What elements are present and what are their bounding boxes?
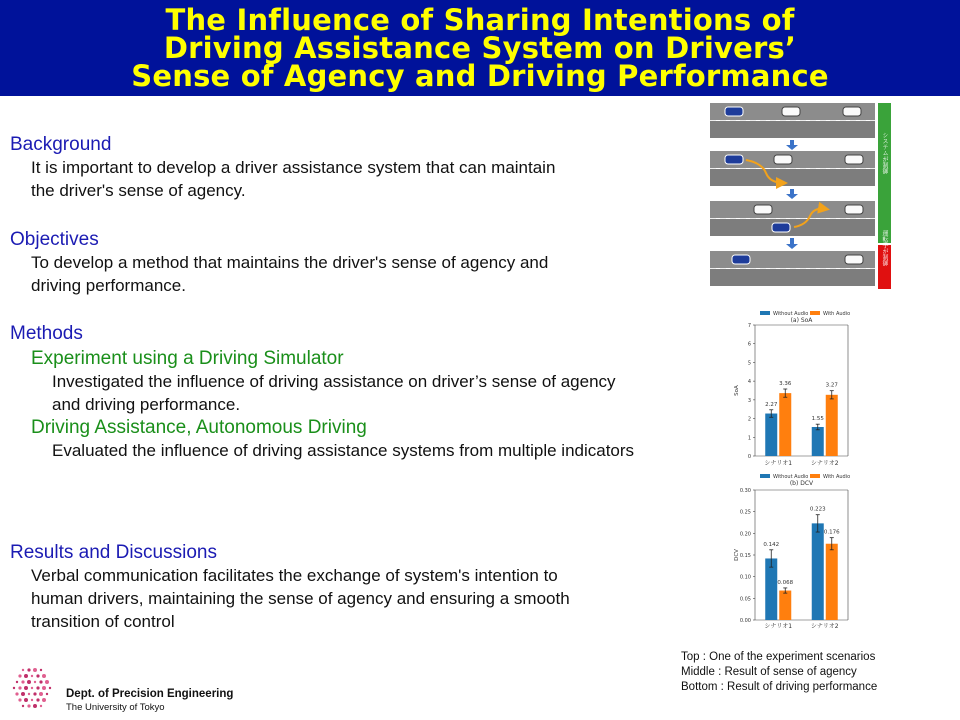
logo-dot xyxy=(18,686,21,689)
logo-dot xyxy=(42,698,46,702)
logo-dot xyxy=(28,693,30,695)
figure-caption xyxy=(681,650,877,695)
y-tick-label: 1 xyxy=(747,435,751,442)
bar xyxy=(765,414,777,456)
legend-label: Without Audio xyxy=(773,311,809,317)
y-tick-label: 0.30 xyxy=(739,488,751,494)
y-tick-label: 2 xyxy=(747,416,751,423)
objectives-heading: Objectives xyxy=(10,229,99,250)
y-tick-label: 0.00 xyxy=(739,618,751,624)
background-text-line: the driver's sense of agency. xyxy=(31,181,246,200)
dots-logo-icon xyxy=(6,660,66,716)
logo-dot xyxy=(18,698,21,701)
legend-swatch xyxy=(760,311,770,315)
logo-dot xyxy=(42,686,46,690)
logo-dot xyxy=(36,674,39,677)
results-text-line: Verbal communication facilitates the exchange of system's intention to xyxy=(31,566,558,585)
y-tick-label: 0.25 xyxy=(739,509,751,516)
results-text-line: human drivers, maintaining the sense of agency and ensuring a smooth xyxy=(31,589,570,608)
soa-chart xyxy=(730,305,860,475)
caption-top: Top : One of the experiment scenarios xyxy=(681,651,876,663)
data-label: 2.27 xyxy=(765,401,778,408)
logo-dot xyxy=(45,680,49,684)
data-label: 3.36 xyxy=(779,381,792,388)
chart-title: (b) DCV xyxy=(789,480,814,487)
logo-dot xyxy=(34,681,36,683)
data-label: 1.55 xyxy=(811,416,824,423)
logo-dot xyxy=(22,669,24,671)
y-axis-label: SoA xyxy=(734,385,740,396)
bar xyxy=(779,393,791,456)
logo-dot xyxy=(40,705,42,707)
background-heading: Background xyxy=(10,134,112,155)
results-section xyxy=(10,541,570,633)
logo-dot xyxy=(33,704,37,708)
objectives-text-line: driving performance. xyxy=(31,276,186,295)
title-banner xyxy=(0,0,960,96)
logo-dot xyxy=(27,680,31,684)
y-axis-label: DCV xyxy=(734,549,740,561)
logo-dot xyxy=(31,675,33,677)
logo-dot xyxy=(27,704,30,707)
x-tick-label: シナリオ2 xyxy=(810,623,839,630)
data-label: 0.068 xyxy=(777,579,794,586)
chart-title: (a) SoA xyxy=(790,317,813,324)
objectives-text-line: To develop a method that maintains the driver's sense of agency and xyxy=(31,253,549,272)
logo-dot xyxy=(49,687,51,689)
y-tick-label: 5 xyxy=(747,360,751,367)
logo-dot xyxy=(39,680,42,683)
caption-middle: Middle : Result of sense of agency xyxy=(681,666,857,678)
methods-section xyxy=(10,322,634,462)
logo-dot xyxy=(18,674,21,677)
y-tick-label: 7 xyxy=(747,323,751,329)
background-section xyxy=(10,133,555,202)
legend-label: Without Audio xyxy=(773,474,809,480)
logo-dot xyxy=(21,692,25,696)
logo-dot xyxy=(31,699,33,701)
logo-dot xyxy=(42,674,46,678)
bar xyxy=(812,523,824,620)
dcv-chart xyxy=(730,472,860,632)
bar xyxy=(826,395,838,456)
methods-sub1-heading: Experiment using a Driving Simulator xyxy=(31,348,344,369)
logo-dot xyxy=(36,686,39,689)
logo-dot xyxy=(39,692,43,696)
logo-dot xyxy=(24,686,28,690)
logo-dot xyxy=(40,669,42,671)
data-label: 3.27 xyxy=(825,382,838,389)
logo-dot xyxy=(31,687,33,689)
data-label: 0.142 xyxy=(763,541,780,548)
soa-chart-svg xyxy=(730,305,860,475)
y-tick-label: 3 xyxy=(747,397,751,404)
methods-sub2-heading: Driving Assistance, Autonomous Driving xyxy=(31,417,367,438)
logo-dot xyxy=(36,698,39,701)
methods-sub2-text-line: Evaluated the influence of driving assistance systems from multiple indicators xyxy=(52,441,635,460)
legend-label: With Audio xyxy=(823,474,851,480)
logo-dot xyxy=(24,674,28,678)
logo-dot xyxy=(27,668,30,671)
logo-dot xyxy=(15,692,18,695)
methods-heading: Methods xyxy=(10,323,83,344)
data-label: 0.223 xyxy=(809,506,826,513)
y-tick-label: 4 xyxy=(747,379,751,386)
y-tick-label: 0.10 xyxy=(739,574,751,581)
dcv-chart-svg xyxy=(730,472,860,632)
bar xyxy=(826,544,838,620)
y-tick-label: 0.15 xyxy=(739,553,751,559)
results-text-line: transition of control xyxy=(31,612,175,631)
logo-dot xyxy=(46,693,48,695)
logo-dot xyxy=(33,692,36,695)
y-tick-label: 6 xyxy=(747,341,751,348)
title-line-3: Sense of Agency and Driving Performance xyxy=(131,59,829,93)
bar xyxy=(765,558,777,620)
logo-dot xyxy=(33,668,37,672)
y-tick-label: 0.20 xyxy=(739,531,751,538)
bar xyxy=(812,427,824,456)
department-logo xyxy=(6,660,246,716)
x-tick-label: シナリオ1 xyxy=(764,623,793,630)
logo-dept-name: Dept. of Precision Engineering xyxy=(66,688,234,700)
logo-dot xyxy=(22,705,24,707)
legend-swatch xyxy=(810,311,820,315)
logo-dot xyxy=(13,687,15,689)
scenario-diagram xyxy=(710,103,892,289)
logo-dot xyxy=(24,698,28,702)
system-control-label: システムが制御 xyxy=(881,132,888,174)
objectives-section xyxy=(10,228,548,297)
legend-swatch xyxy=(810,474,820,478)
scenario-figure xyxy=(710,103,892,289)
caption-bottom: Bottom : Result of driving performance xyxy=(681,681,878,693)
x-tick-label: シナリオ1 xyxy=(764,460,793,467)
title-line-1: The Influence of Sharing Intentions of xyxy=(165,3,795,37)
logo-univ-name: The University of Tokyo xyxy=(66,702,165,713)
bar xyxy=(779,591,791,620)
legend-label: With Audio xyxy=(823,311,851,317)
y-tick-label: 0 xyxy=(747,454,751,460)
x-tick-label: シナリオ2 xyxy=(810,460,839,467)
background-text-line: It is important to develop a driver assistance system that can maintain xyxy=(31,158,556,177)
methods-sub1-text-line: Investigated the influence of driving assistance on driver’s sense of agency xyxy=(52,372,616,391)
y-tick-label: 0.05 xyxy=(739,596,751,603)
title-line-2: Driving Assistance System on Drivers’ xyxy=(163,31,797,65)
results-heading: Results and Discussions xyxy=(10,542,217,563)
legend-swatch xyxy=(760,474,770,478)
logo-dot xyxy=(21,680,24,683)
logo-dot xyxy=(16,681,18,683)
methods-sub1-text-line: and driving performance. xyxy=(52,395,241,414)
driver-control-label: 運転手が制御 xyxy=(881,230,888,266)
data-label: 0.176 xyxy=(823,529,840,536)
